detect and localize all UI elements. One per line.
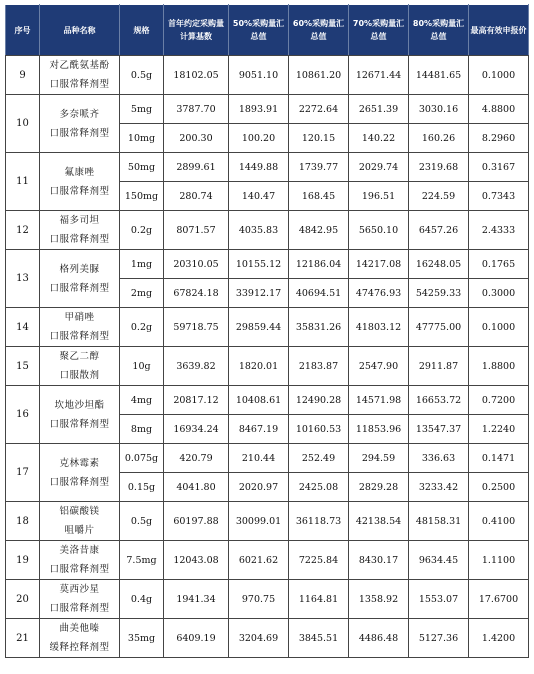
p80-cell: 2911.87 [409, 347, 469, 386]
p50-cell: 210.44 [229, 444, 289, 473]
spec-cell: 0.075g [120, 444, 164, 473]
p50-cell: 100.20 [229, 124, 289, 153]
table-row [6, 386, 529, 415]
base-cell: 60197.88 [164, 502, 229, 541]
row-number: 20 [6, 580, 40, 619]
drug-name-line: 口服常释剂型 [49, 79, 110, 90]
spec-cell: 0.5g [120, 56, 164, 95]
drug-name-line: 口服常释剂型 [49, 564, 110, 575]
drug-name-line: 口服常释剂型 [49, 476, 110, 488]
drug-name [40, 502, 120, 541]
header-p80: 80%采购量汇总值 [409, 5, 469, 56]
header-p50: 50%采购量汇总值 [229, 5, 289, 56]
p80-cell: 2319.68 [409, 153, 469, 182]
p50-cell: 1893.91 [229, 95, 289, 124]
drug-name-line: 口服常释剂型 [49, 603, 110, 614]
p80-cell: 160.26 [409, 124, 469, 153]
drug-name [40, 153, 120, 211]
row-number: 9 [6, 56, 40, 95]
price-cell: 17.6700 [469, 580, 529, 619]
table-row [6, 308, 529, 347]
drug-name [40, 211, 120, 250]
p70-cell: 42138.54 [349, 502, 409, 541]
p50-cell: 2020.97 [229, 473, 289, 502]
price-cell: 1.2240 [469, 415, 529, 444]
price-cell: 0.3000 [469, 279, 529, 308]
table-row [6, 444, 529, 473]
p50-cell: 8467.19 [229, 415, 289, 444]
price-cell: 1.8800 [469, 347, 529, 386]
drug-name [40, 308, 120, 347]
p70-cell: 12671.44 [349, 56, 409, 95]
drug-name-line: 曲美他嗪 [59, 623, 100, 634]
p60-cell: 10160.53 [289, 415, 349, 444]
price-cell: 0.7200 [469, 386, 529, 415]
spec-cell: 35mg [120, 619, 164, 658]
price-cell: 0.4100 [469, 502, 529, 541]
p60-cell: 12490.28 [289, 386, 349, 415]
price-cell: 0.1765 [469, 250, 529, 279]
p80-cell: 5127.36 [409, 619, 469, 658]
base-cell: 12043.08 [164, 541, 229, 580]
drug-name-line: 福多司坦 [59, 215, 100, 226]
drug-name [40, 56, 120, 95]
table-row [6, 541, 529, 580]
p50-cell: 6021.62 [229, 541, 289, 580]
spec-cell: 10g [120, 347, 164, 386]
table-row [6, 347, 529, 386]
base-cell: 280.74 [164, 182, 229, 211]
spec-cell: 5mg [120, 95, 164, 124]
table-row [6, 95, 529, 124]
p80-cell: 13547.37 [409, 415, 469, 444]
base-cell: 6409.19 [164, 619, 229, 658]
drug-name-line: 多奈哌齐 [59, 108, 100, 120]
drug-name [40, 95, 120, 153]
p50-cell: 1449.88 [229, 153, 289, 182]
p80-cell: 14481.65 [409, 56, 469, 95]
p50-cell: 30099.01 [229, 502, 289, 541]
p60-cell: 2425.08 [289, 473, 349, 502]
p50-cell: 1820.01 [229, 347, 289, 386]
base-cell: 420.79 [164, 444, 229, 473]
p80-cell: 9634.45 [409, 541, 469, 580]
p50-cell: 29859.44 [229, 308, 289, 347]
row-number: 19 [6, 541, 40, 580]
row-number: 15 [6, 347, 40, 386]
spec-cell: 2mg [120, 279, 164, 308]
p80-cell: 54259.33 [409, 279, 469, 308]
p70-cell: 8430.17 [349, 541, 409, 580]
p80-cell: 16248.05 [409, 250, 469, 279]
p70-cell: 1358.92 [349, 580, 409, 619]
spec-cell: 0.2g [120, 211, 164, 250]
header-p70: 70%采购量汇总值 [349, 5, 409, 56]
p70-cell: 196.51 [349, 182, 409, 211]
base-cell: 2899.61 [164, 153, 229, 182]
row-number: 10 [6, 95, 40, 153]
header-price: 最高有效申报价 [469, 5, 529, 56]
drug-name-line: 铝碳酸镁 [59, 506, 100, 517]
base-cell: 200.30 [164, 124, 229, 153]
drug-name-line: 格列美脲 [59, 263, 100, 275]
base-cell: 59718.75 [164, 308, 229, 347]
base-cell: 3787.70 [164, 95, 229, 124]
drug-name [40, 619, 120, 658]
drug-name-line: 美洛昔康 [59, 545, 100, 556]
p50-cell: 4035.83 [229, 211, 289, 250]
spec-cell: 50mg [120, 153, 164, 182]
header-base: 首年约定采购量计算基数 [164, 5, 229, 56]
p60-cell: 252.49 [289, 444, 349, 473]
drug-name-line: 口服散剂 [59, 370, 100, 381]
spec-cell: 10mg [120, 124, 164, 153]
p50-cell: 3204.69 [229, 619, 289, 658]
p70-cell: 4486.48 [349, 619, 409, 658]
p50-cell: 10408.61 [229, 386, 289, 415]
table-row [6, 619, 529, 658]
table-row [6, 56, 529, 95]
drug-name [40, 580, 120, 619]
p70-cell: 11853.96 [349, 415, 409, 444]
p50-cell: 10155.12 [229, 250, 289, 279]
p60-cell: 1739.77 [289, 153, 349, 182]
price-cell: 2.4333 [469, 211, 529, 250]
header-spec: 规格 [120, 5, 164, 56]
drug-name-line: 口服常释剂型 [49, 185, 110, 197]
p80-cell: 224.59 [409, 182, 469, 211]
table-row [6, 502, 529, 541]
base-cell: 4041.80 [164, 473, 229, 502]
price-cell: 0.1000 [469, 56, 529, 95]
price-cell: 0.3167 [469, 153, 529, 182]
p60-cell: 10861.20 [289, 56, 349, 95]
p60-cell: 36118.73 [289, 502, 349, 541]
drug-name-line: 氟康唑 [64, 166, 95, 178]
base-cell: 1941.34 [164, 580, 229, 619]
p60-cell: 2183.87 [289, 347, 349, 386]
p50-cell: 33912.17 [229, 279, 289, 308]
p80-cell: 336.63 [409, 444, 469, 473]
drug-name-line: 聚乙二醇 [59, 351, 100, 362]
drug-name-line: 莫西沙星 [59, 584, 100, 595]
p70-cell: 14217.08 [349, 250, 409, 279]
drug-name-line: 口服常释剂型 [49, 234, 110, 245]
header-row [6, 5, 529, 56]
table-row [6, 153, 529, 182]
p60-cell: 2272.64 [289, 95, 349, 124]
p70-cell: 2547.90 [349, 347, 409, 386]
price-cell: 4.8800 [469, 95, 529, 124]
drug-name-line: 咀嚼片 [64, 525, 95, 536]
price-cell: 1.1100 [469, 541, 529, 580]
p70-cell: 140.22 [349, 124, 409, 153]
p60-cell: 7225.84 [289, 541, 349, 580]
header-no: 序号 [6, 5, 40, 56]
p50-cell: 9051.10 [229, 56, 289, 95]
row-number: 17 [6, 444, 40, 502]
header-name: 品种名称 [40, 5, 120, 56]
header-p60: 60%采购量汇总值 [289, 5, 349, 56]
p70-cell: 5650.10 [349, 211, 409, 250]
drug-name-line: 口服常释剂型 [49, 418, 110, 430]
drug-name-line: 口服常释剂型 [49, 331, 110, 342]
p80-cell: 3030.16 [409, 95, 469, 124]
p80-cell: 3233.42 [409, 473, 469, 502]
spec-cell: 150mg [120, 182, 164, 211]
drug-name-line: 对乙酰氨基酚 [49, 60, 110, 71]
drug-name [40, 386, 120, 444]
spec-cell: 0.15g [120, 473, 164, 502]
base-cell: 18102.05 [164, 56, 229, 95]
table-container [5, 4, 529, 658]
p60-cell: 35831.26 [289, 308, 349, 347]
base-cell: 16934.24 [164, 415, 229, 444]
p50-cell: 140.47 [229, 182, 289, 211]
p60-cell: 12186.04 [289, 250, 349, 279]
price-cell: 1.4200 [469, 619, 529, 658]
p70-cell: 294.59 [349, 444, 409, 473]
row-number: 12 [6, 211, 40, 250]
drug-name-line: 克林霉素 [59, 457, 100, 469]
base-cell: 20310.05 [164, 250, 229, 279]
base-cell: 20817.12 [164, 386, 229, 415]
row-number: 21 [6, 619, 40, 658]
table-row [6, 250, 529, 279]
p60-cell: 4842.95 [289, 211, 349, 250]
p70-cell: 2829.28 [349, 473, 409, 502]
price-cell: 0.1471 [469, 444, 529, 473]
p70-cell: 2029.74 [349, 153, 409, 182]
p60-cell: 1164.81 [289, 580, 349, 619]
drug-name [40, 250, 120, 308]
p60-cell: 3845.51 [289, 619, 349, 658]
spec-cell: 0.4g [120, 580, 164, 619]
drug-name [40, 541, 120, 580]
p70-cell: 47476.93 [349, 279, 409, 308]
drug-name [40, 444, 120, 502]
row-number: 14 [6, 308, 40, 347]
drug-name-line: 缓释控释剂型 [49, 642, 110, 653]
spec-cell: 0.2g [120, 308, 164, 347]
p70-cell: 14571.98 [349, 386, 409, 415]
price-cell: 0.7343 [469, 182, 529, 211]
p70-cell: 41803.12 [349, 308, 409, 347]
p80-cell: 1553.07 [409, 580, 469, 619]
table-body [6, 56, 529, 658]
price-cell: 0.2500 [469, 473, 529, 502]
p60-cell: 168.45 [289, 182, 349, 211]
p80-cell: 47775.00 [409, 308, 469, 347]
spec-cell: 0.5g [120, 502, 164, 541]
row-number: 18 [6, 502, 40, 541]
drug-name [40, 347, 120, 386]
p80-cell: 16653.72 [409, 386, 469, 415]
p80-cell: 6457.26 [409, 211, 469, 250]
drug-name-line: 坎地沙坦酯 [54, 399, 105, 411]
table-row [6, 580, 529, 619]
p60-cell: 40694.51 [289, 279, 349, 308]
row-number: 11 [6, 153, 40, 211]
spec-cell: 7.5mg [120, 541, 164, 580]
base-cell: 67824.18 [164, 279, 229, 308]
drug-name-line: 甲硝唑 [64, 312, 95, 323]
base-cell: 3639.82 [164, 347, 229, 386]
drug-name-line: 口服常释剂型 [49, 282, 110, 294]
spec-cell: 4mg [120, 386, 164, 415]
row-number: 13 [6, 250, 40, 308]
spec-cell: 1mg [120, 250, 164, 279]
procurement-table [5, 4, 529, 658]
table-row [6, 211, 529, 250]
p60-cell: 120.15 [289, 124, 349, 153]
price-cell: 0.1000 [469, 308, 529, 347]
drug-name-line: 口服常释剂型 [49, 127, 110, 139]
p50-cell: 970.75 [229, 580, 289, 619]
p70-cell: 2651.39 [349, 95, 409, 124]
price-cell: 8.2960 [469, 124, 529, 153]
row-number: 16 [6, 386, 40, 444]
base-cell: 8071.57 [164, 211, 229, 250]
spec-cell: 8mg [120, 415, 164, 444]
p80-cell: 48158.31 [409, 502, 469, 541]
